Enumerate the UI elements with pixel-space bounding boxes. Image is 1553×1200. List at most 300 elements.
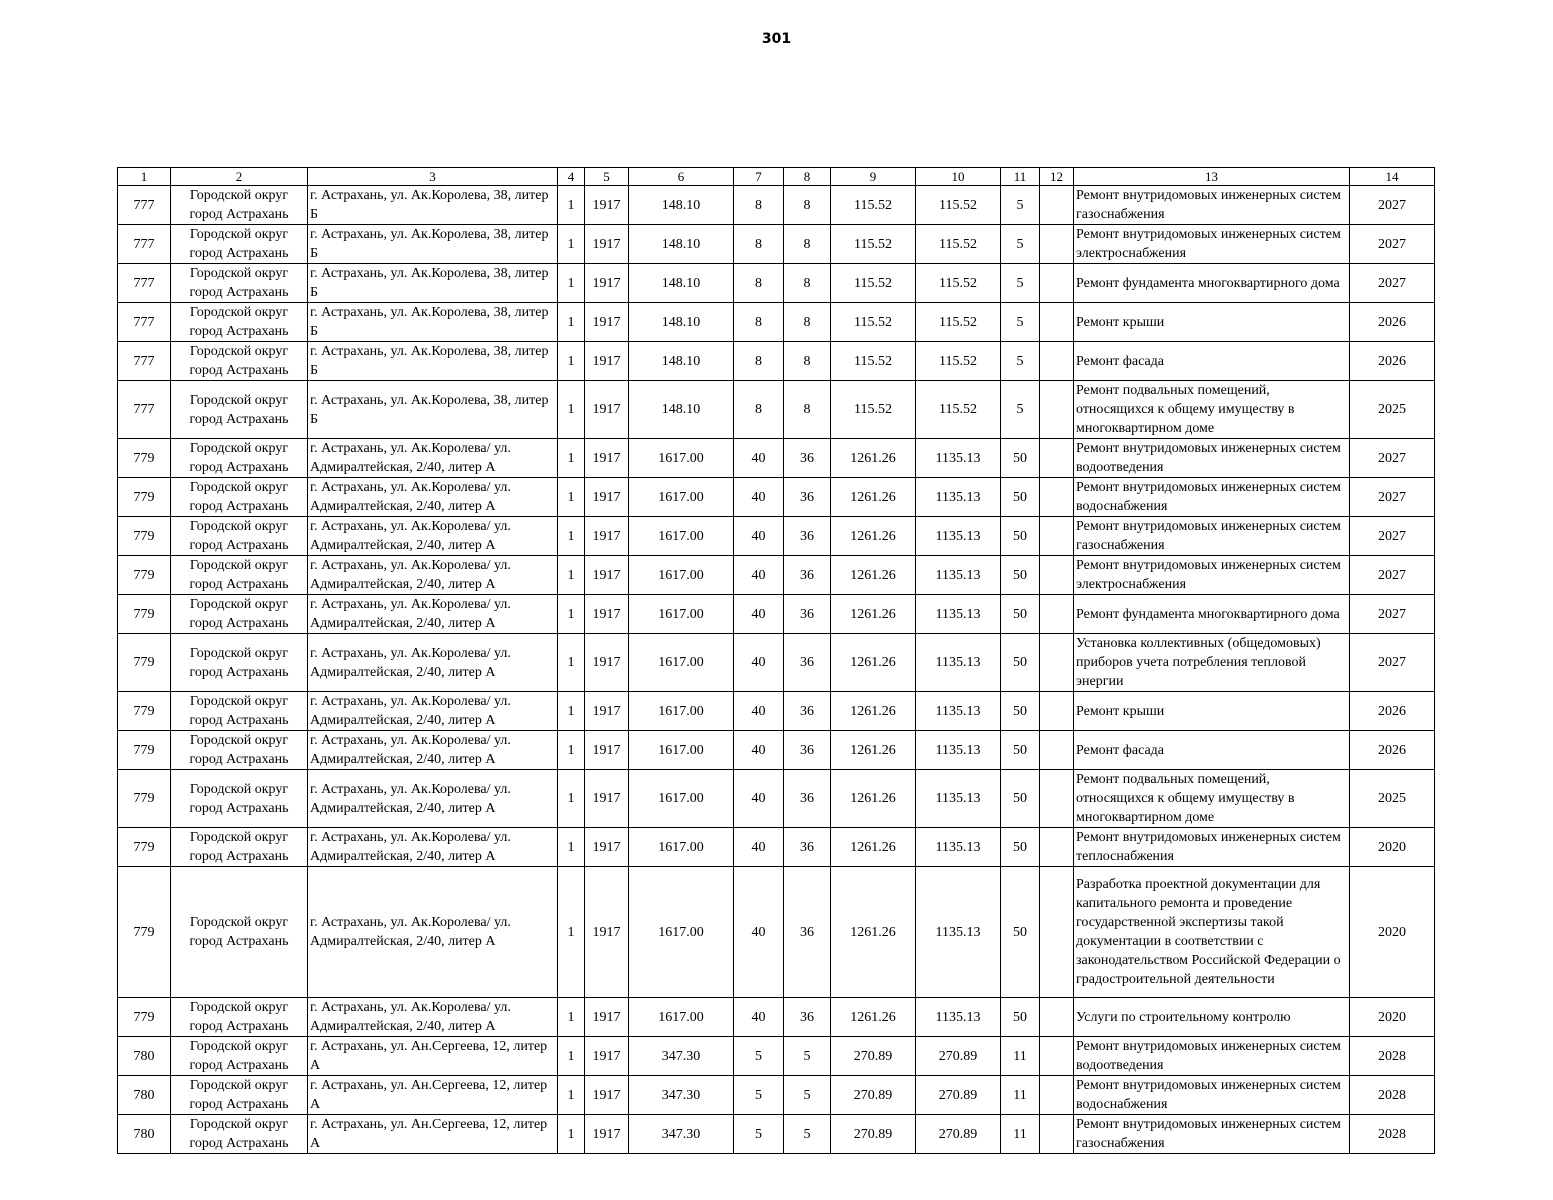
cell-municipality: Городской округ город Астрахань: [171, 225, 308, 264]
cell-col11: 50: [1001, 517, 1040, 556]
cell-planned-year: 2020: [1350, 998, 1435, 1037]
cell-municipality: Городской округ город Астрахань: [171, 439, 308, 478]
cell-col4: 1: [558, 634, 585, 692]
cell-area-10: 1135.13: [916, 770, 1001, 828]
cell-municipality: Городской округ город Астрахань: [171, 342, 308, 381]
cell-area-9: 1261.26: [831, 731, 916, 770]
column-header: 3: [308, 168, 558, 186]
cell-object-number: 779: [118, 867, 171, 998]
cell-col4: 1: [558, 1115, 585, 1154]
cell-year: 1917: [585, 225, 629, 264]
cell-year: 1917: [585, 595, 629, 634]
column-header: 14: [1350, 168, 1435, 186]
cell-planned-year: 2025: [1350, 381, 1435, 439]
cell-area-9: 1261.26: [831, 517, 916, 556]
cell-area-9: 115.52: [831, 381, 916, 439]
cell-col8: 36: [784, 731, 831, 770]
cell-area-10: 270.89: [916, 1076, 1001, 1115]
cell-municipality: Городской округ город Астрахань: [171, 634, 308, 692]
column-header: 9: [831, 168, 916, 186]
cell-area-9: 1261.26: [831, 634, 916, 692]
cell-planned-year: 2020: [1350, 828, 1435, 867]
cell-work-type: Ремонт фундамента многоквартирного дома: [1074, 595, 1350, 634]
cell-col7: 40: [734, 439, 784, 478]
cell-year: 1917: [585, 828, 629, 867]
cell-col4: 1: [558, 478, 585, 517]
cell-area-total: 1617.00: [629, 595, 734, 634]
table-row: [118, 381, 1435, 439]
cell-area-9: 270.89: [831, 1037, 916, 1076]
cell-address: г. Астрахань, ул. Ак.Королева, 38, литер Б: [308, 264, 558, 303]
cell-object-number: 779: [118, 439, 171, 478]
cell-municipality: Городской округ город Астрахань: [171, 731, 308, 770]
cell-col8: 5: [784, 1037, 831, 1076]
cell-area-total: 1617.00: [629, 770, 734, 828]
cell-planned-year: 2026: [1350, 692, 1435, 731]
cell-planned-year: 2025: [1350, 770, 1435, 828]
cell-work-type: Ремонт крыши: [1074, 303, 1350, 342]
cell-area-9: 1261.26: [831, 478, 916, 517]
cell-col4: 1: [558, 517, 585, 556]
cell-col7: 40: [734, 692, 784, 731]
cell-municipality: Городской округ город Астрахань: [171, 1115, 308, 1154]
cell-col8: 8: [784, 225, 831, 264]
column-header: 13: [1074, 168, 1350, 186]
cell-area-total: 148.10: [629, 186, 734, 225]
cell-col12: [1040, 692, 1074, 731]
cell-area-total: 1617.00: [629, 692, 734, 731]
cell-municipality: Городской округ город Астрахань: [171, 381, 308, 439]
cell-area-9: 1261.26: [831, 439, 916, 478]
column-header: 12: [1040, 168, 1074, 186]
cell-area-9: 1261.26: [831, 595, 916, 634]
cell-col4: 1: [558, 439, 585, 478]
cell-col7: 40: [734, 478, 784, 517]
cell-area-total: 148.10: [629, 381, 734, 439]
column-header: 4: [558, 168, 585, 186]
cell-col8: 8: [784, 264, 831, 303]
cell-address: г. Астрахань, ул. Ак.Королева/ ул. Адмиралтейская, 2/40, литер А: [308, 556, 558, 595]
cell-object-number: 777: [118, 264, 171, 303]
table-row: [118, 478, 1435, 517]
cell-col8: 36: [784, 595, 831, 634]
table-row: [118, 186, 1435, 225]
cell-col12: [1040, 770, 1074, 828]
cell-object-number: 779: [118, 634, 171, 692]
cell-area-9: 270.89: [831, 1115, 916, 1154]
cell-year: 1917: [585, 770, 629, 828]
cell-municipality: Городской округ город Астрахань: [171, 517, 308, 556]
cell-col8: 36: [784, 770, 831, 828]
cell-area-10: 1135.13: [916, 998, 1001, 1037]
cell-year: 1917: [585, 1037, 629, 1076]
cell-work-type: Ремонт внутридомовых инженерных систем водоотведения: [1074, 1037, 1350, 1076]
cell-col8: 36: [784, 439, 831, 478]
capital-repair-table: [117, 167, 1435, 1154]
cell-col11: 50: [1001, 692, 1040, 731]
cell-col8: 36: [784, 828, 831, 867]
cell-area-10: 115.52: [916, 264, 1001, 303]
cell-area-9: 1261.26: [831, 998, 916, 1037]
cell-municipality: Городской округ город Астрахань: [171, 264, 308, 303]
cell-address: г. Астрахань, ул. Ак.Королева/ ул. Адмиралтейская, 2/40, литер А: [308, 634, 558, 692]
cell-col11: 5: [1001, 264, 1040, 303]
cell-area-10: 1135.13: [916, 478, 1001, 517]
cell-year: 1917: [585, 478, 629, 517]
cell-year: 1917: [585, 1076, 629, 1115]
cell-col8: 36: [784, 692, 831, 731]
cell-col7: 5: [734, 1037, 784, 1076]
cell-col7: 40: [734, 770, 784, 828]
table-row: [118, 556, 1435, 595]
cell-col4: 1: [558, 186, 585, 225]
cell-municipality: Городской округ город Астрахань: [171, 692, 308, 731]
cell-planned-year: 2027: [1350, 478, 1435, 517]
cell-area-total: 347.30: [629, 1037, 734, 1076]
column-header: 6: [629, 168, 734, 186]
cell-col11: 50: [1001, 731, 1040, 770]
table-row: [118, 867, 1435, 998]
cell-col7: 40: [734, 867, 784, 998]
cell-municipality: Городской округ город Астрахань: [171, 828, 308, 867]
cell-area-10: 1135.13: [916, 439, 1001, 478]
cell-col11: 5: [1001, 342, 1040, 381]
cell-area-total: 347.30: [629, 1115, 734, 1154]
cell-planned-year: 2027: [1350, 634, 1435, 692]
cell-work-type: Ремонт внутридомовых инженерных систем электроснабжения: [1074, 225, 1350, 264]
cell-object-number: 779: [118, 828, 171, 867]
column-header: 2: [171, 168, 308, 186]
cell-planned-year: 2028: [1350, 1037, 1435, 1076]
cell-address: г. Астрахань, ул. Ак.Королева/ ул. Адмиралтейская, 2/40, литер А: [308, 867, 558, 998]
cell-year: 1917: [585, 731, 629, 770]
cell-object-number: 779: [118, 731, 171, 770]
cell-col8: 36: [784, 478, 831, 517]
cell-col12: [1040, 731, 1074, 770]
cell-col4: 1: [558, 828, 585, 867]
table-row: [118, 770, 1435, 828]
cell-year: 1917: [585, 439, 629, 478]
cell-planned-year: 2026: [1350, 342, 1435, 381]
cell-area-total: 1617.00: [629, 731, 734, 770]
cell-object-number: 780: [118, 1115, 171, 1154]
cell-area-10: 1135.13: [916, 517, 1001, 556]
cell-year: 1917: [585, 517, 629, 556]
cell-year: 1917: [585, 381, 629, 439]
cell-col4: 1: [558, 595, 585, 634]
cell-col11: 11: [1001, 1076, 1040, 1115]
cell-col11: 50: [1001, 867, 1040, 998]
cell-col7: 8: [734, 186, 784, 225]
cell-area-total: 347.30: [629, 1076, 734, 1115]
cell-col8: 36: [784, 634, 831, 692]
cell-col11: 5: [1001, 303, 1040, 342]
cell-col12: [1040, 828, 1074, 867]
cell-col12: [1040, 303, 1074, 342]
cell-area-10: 115.52: [916, 342, 1001, 381]
cell-col11: 50: [1001, 828, 1040, 867]
cell-area-10: 270.89: [916, 1037, 1001, 1076]
cell-col7: 40: [734, 998, 784, 1037]
cell-col12: [1040, 1037, 1074, 1076]
table-row: [118, 517, 1435, 556]
cell-col12: [1040, 342, 1074, 381]
cell-work-type: Ремонт внутридомовых инженерных систем водоснабжения: [1074, 1076, 1350, 1115]
cell-object-number: 777: [118, 225, 171, 264]
cell-area-9: 115.52: [831, 264, 916, 303]
cell-area-9: 270.89: [831, 1076, 916, 1115]
cell-work-type: Ремонт фундамента многоквартирного дома: [1074, 264, 1350, 303]
cell-object-number: 779: [118, 556, 171, 595]
cell-col12: [1040, 186, 1074, 225]
cell-object-number: 777: [118, 342, 171, 381]
cell-address: г. Астрахань, ул. Ак.Королева/ ул. Адмиралтейская, 2/40, литер А: [308, 692, 558, 731]
cell-object-number: 779: [118, 770, 171, 828]
cell-col12: [1040, 1076, 1074, 1115]
cell-year: 1917: [585, 998, 629, 1037]
cell-object-number: 780: [118, 1076, 171, 1115]
cell-col12: [1040, 595, 1074, 634]
cell-col11: 50: [1001, 634, 1040, 692]
cell-address: г. Астрахань, ул. Ак.Королева, 38, литер Б: [308, 381, 558, 439]
cell-area-10: 1135.13: [916, 556, 1001, 595]
cell-area-10: 1135.13: [916, 634, 1001, 692]
cell-col4: 1: [558, 225, 585, 264]
cell-col4: 1: [558, 998, 585, 1037]
cell-col12: [1040, 556, 1074, 595]
cell-area-9: 1261.26: [831, 770, 916, 828]
cell-area-10: 270.89: [916, 1115, 1001, 1154]
cell-area-total: 148.10: [629, 303, 734, 342]
cell-object-number: 779: [118, 595, 171, 634]
column-header: 10: [916, 168, 1001, 186]
cell-object-number: 779: [118, 517, 171, 556]
cell-col7: 8: [734, 303, 784, 342]
cell-col8: 36: [784, 998, 831, 1037]
cell-area-9: 1261.26: [831, 867, 916, 998]
table-row: [118, 634, 1435, 692]
cell-col4: 1: [558, 381, 585, 439]
cell-col11: 50: [1001, 998, 1040, 1037]
cell-col7: 40: [734, 634, 784, 692]
cell-year: 1917: [585, 634, 629, 692]
cell-area-10: 1135.13: [916, 595, 1001, 634]
cell-object-number: 777: [118, 303, 171, 342]
cell-area-10: 115.52: [916, 225, 1001, 264]
cell-col8: 8: [784, 186, 831, 225]
column-header: 5: [585, 168, 629, 186]
cell-col11: 50: [1001, 478, 1040, 517]
cell-area-9: 1261.26: [831, 556, 916, 595]
cell-planned-year: 2020: [1350, 867, 1435, 998]
cell-area-10: 1135.13: [916, 828, 1001, 867]
cell-col11: 5: [1001, 186, 1040, 225]
cell-planned-year: 2026: [1350, 303, 1435, 342]
cell-year: 1917: [585, 186, 629, 225]
cell-year: 1917: [585, 303, 629, 342]
cell-area-total: 1617.00: [629, 517, 734, 556]
table-row: [118, 342, 1435, 381]
cell-planned-year: 2027: [1350, 595, 1435, 634]
cell-col4: 1: [558, 303, 585, 342]
cell-col7: 5: [734, 1115, 784, 1154]
cell-address: г. Астрахань, ул. Ан.Сергеева, 12, литер А: [308, 1115, 558, 1154]
cell-work-type: Ремонт внутридомовых инженерных систем газоснабжения: [1074, 1115, 1350, 1154]
cell-object-number: 779: [118, 998, 171, 1037]
cell-col8: 5: [784, 1115, 831, 1154]
cell-planned-year: 2027: [1350, 517, 1435, 556]
cell-planned-year: 2028: [1350, 1115, 1435, 1154]
cell-planned-year: 2027: [1350, 264, 1435, 303]
cell-col8: 5: [784, 1076, 831, 1115]
cell-address: г. Астрахань, ул. Ак.Королева/ ул. Адмиралтейская, 2/40, литер А: [308, 595, 558, 634]
cell-object-number: 779: [118, 478, 171, 517]
cell-planned-year: 2028: [1350, 1076, 1435, 1115]
cell-municipality: Городской округ город Астрахань: [171, 186, 308, 225]
cell-col4: 1: [558, 342, 585, 381]
cell-area-10: 115.52: [916, 303, 1001, 342]
page-number: 301: [761, 31, 792, 47]
cell-area-total: 1617.00: [629, 556, 734, 595]
cell-col12: [1040, 381, 1074, 439]
cell-municipality: Городской округ город Астрахань: [171, 1076, 308, 1115]
cell-col7: 40: [734, 828, 784, 867]
cell-col11: 5: [1001, 381, 1040, 439]
cell-work-type: Ремонт внутридомовых инженерных систем теплоснабжения: [1074, 828, 1350, 867]
cell-col7: 40: [734, 595, 784, 634]
cell-planned-year: 2027: [1350, 556, 1435, 595]
cell-col11: 50: [1001, 439, 1040, 478]
column-header: 7: [734, 168, 784, 186]
cell-col8: 8: [784, 303, 831, 342]
cell-col4: 1: [558, 770, 585, 828]
cell-municipality: Городской округ город Астрахань: [171, 1037, 308, 1076]
cell-col7: 8: [734, 264, 784, 303]
cell-col12: [1040, 634, 1074, 692]
cell-col12: [1040, 1115, 1074, 1154]
cell-year: 1917: [585, 264, 629, 303]
cell-area-total: 148.10: [629, 225, 734, 264]
cell-work-type: Ремонт внутридомовых инженерных систем электроснабжения: [1074, 556, 1350, 595]
cell-address: г. Астрахань, ул. Ан.Сергеева, 12, литер А: [308, 1037, 558, 1076]
cell-area-10: 1135.13: [916, 692, 1001, 731]
cell-work-type: Ремонт внутридомовых инженерных систем газоснабжения: [1074, 186, 1350, 225]
cell-work-type: Ремонт подвальных помещений, относящихся к общему имуществу в многоквартирном доме: [1074, 770, 1350, 828]
cell-year: 1917: [585, 556, 629, 595]
cell-col7: 8: [734, 381, 784, 439]
cell-col4: 1: [558, 556, 585, 595]
cell-area-total: 1617.00: [629, 478, 734, 517]
cell-planned-year: 2027: [1350, 439, 1435, 478]
cell-municipality: Городской округ город Астрахань: [171, 770, 308, 828]
cell-address: г. Астрахань, ул. Ак.Королева/ ул. Адмиралтейская, 2/40, литер А: [308, 478, 558, 517]
cell-municipality: Городской округ город Астрахань: [171, 303, 308, 342]
cell-planned-year: 2026: [1350, 731, 1435, 770]
cell-work-type: Ремонт внутридомовых инженерных систем водоотведения: [1074, 439, 1350, 478]
cell-col7: 40: [734, 731, 784, 770]
cell-municipality: Городской округ город Астрахань: [171, 478, 308, 517]
cell-area-10: 115.52: [916, 381, 1001, 439]
cell-area-total: 1617.00: [629, 634, 734, 692]
cell-planned-year: 2027: [1350, 225, 1435, 264]
table-row: [118, 225, 1435, 264]
column-header: 1: [118, 168, 171, 186]
cell-area-total: 1617.00: [629, 828, 734, 867]
cell-col4: 1: [558, 1037, 585, 1076]
cell-object-number: 777: [118, 186, 171, 225]
cell-col7: 40: [734, 517, 784, 556]
column-number-header-row: [118, 168, 1435, 186]
cell-area-9: 115.52: [831, 186, 916, 225]
cell-col8: 36: [784, 517, 831, 556]
cell-work-type: Ремонт внутридомовых инженерных систем водоснабжения: [1074, 478, 1350, 517]
cell-col11: 11: [1001, 1037, 1040, 1076]
cell-area-9: 1261.26: [831, 828, 916, 867]
cell-address: г. Астрахань, ул. Ак.Королева, 38, литер Б: [308, 342, 558, 381]
cell-year: 1917: [585, 867, 629, 998]
cell-object-number: 780: [118, 1037, 171, 1076]
cell-area-total: 1617.00: [629, 998, 734, 1037]
cell-area-10: 1135.13: [916, 867, 1001, 998]
cell-work-type: Услуги по строительному контролю: [1074, 998, 1350, 1037]
cell-col12: [1040, 517, 1074, 556]
cell-area-total: 1617.00: [629, 867, 734, 998]
cell-area-10: 115.52: [916, 186, 1001, 225]
cell-col4: 1: [558, 867, 585, 998]
cell-col8: 8: [784, 381, 831, 439]
cell-work-type: Ремонт фасада: [1074, 342, 1350, 381]
cell-address: г. Астрахань, ул. Ак.Королева/ ул. Адмиралтейская, 2/40, литер А: [308, 439, 558, 478]
cell-col4: 1: [558, 731, 585, 770]
cell-col7: 8: [734, 342, 784, 381]
cell-area-total: 148.10: [629, 264, 734, 303]
cell-address: г. Астрахань, ул. Ак.Королева/ ул. Адмиралтейская, 2/40, литер А: [308, 770, 558, 828]
cell-col4: 1: [558, 1076, 585, 1115]
cell-area-9: 1261.26: [831, 692, 916, 731]
table-row: [118, 692, 1435, 731]
table-row: [118, 1115, 1435, 1154]
cell-object-number: 779: [118, 692, 171, 731]
table-row: [118, 1076, 1435, 1115]
cell-col8: 36: [784, 556, 831, 595]
cell-year: 1917: [585, 342, 629, 381]
cell-year: 1917: [585, 1115, 629, 1154]
table-row: [118, 1037, 1435, 1076]
cell-address: г. Астрахань, ул. Ак.Королева/ ул. Адмиралтейская, 2/40, литер А: [308, 731, 558, 770]
cell-work-type: Разработка проектной документации для капитального ремонта и проведение государственной экспертизы такой документации в соответствии с законодательством Российской Федерации о градостроительной деятельности: [1074, 867, 1350, 998]
cell-work-type: Ремонт фасада: [1074, 731, 1350, 770]
cell-work-type: Ремонт крыши: [1074, 692, 1350, 731]
cell-area-9: 115.52: [831, 225, 916, 264]
column-header: 8: [784, 168, 831, 186]
cell-col11: 11: [1001, 1115, 1040, 1154]
cell-address: г. Астрахань, ул. Ак.Королева, 38, литер Б: [308, 303, 558, 342]
cell-col4: 1: [558, 264, 585, 303]
cell-col12: [1040, 264, 1074, 303]
cell-col8: 36: [784, 867, 831, 998]
table-row: [118, 439, 1435, 478]
cell-planned-year: 2027: [1350, 186, 1435, 225]
cell-address: г. Астрахань, ул. Ак.Королева, 38, литер Б: [308, 225, 558, 264]
cell-work-type: Ремонт внутридомовых инженерных систем газоснабжения: [1074, 517, 1350, 556]
table-row: [118, 998, 1435, 1037]
cell-col12: [1040, 478, 1074, 517]
cell-col11: 5: [1001, 225, 1040, 264]
cell-col11: 50: [1001, 770, 1040, 828]
cell-municipality: Городской округ город Астрахань: [171, 867, 308, 998]
cell-work-type: Установка коллективных (общедомовых) приборов учета потребления тепловой энергии: [1074, 634, 1350, 692]
cell-col8: 8: [784, 342, 831, 381]
